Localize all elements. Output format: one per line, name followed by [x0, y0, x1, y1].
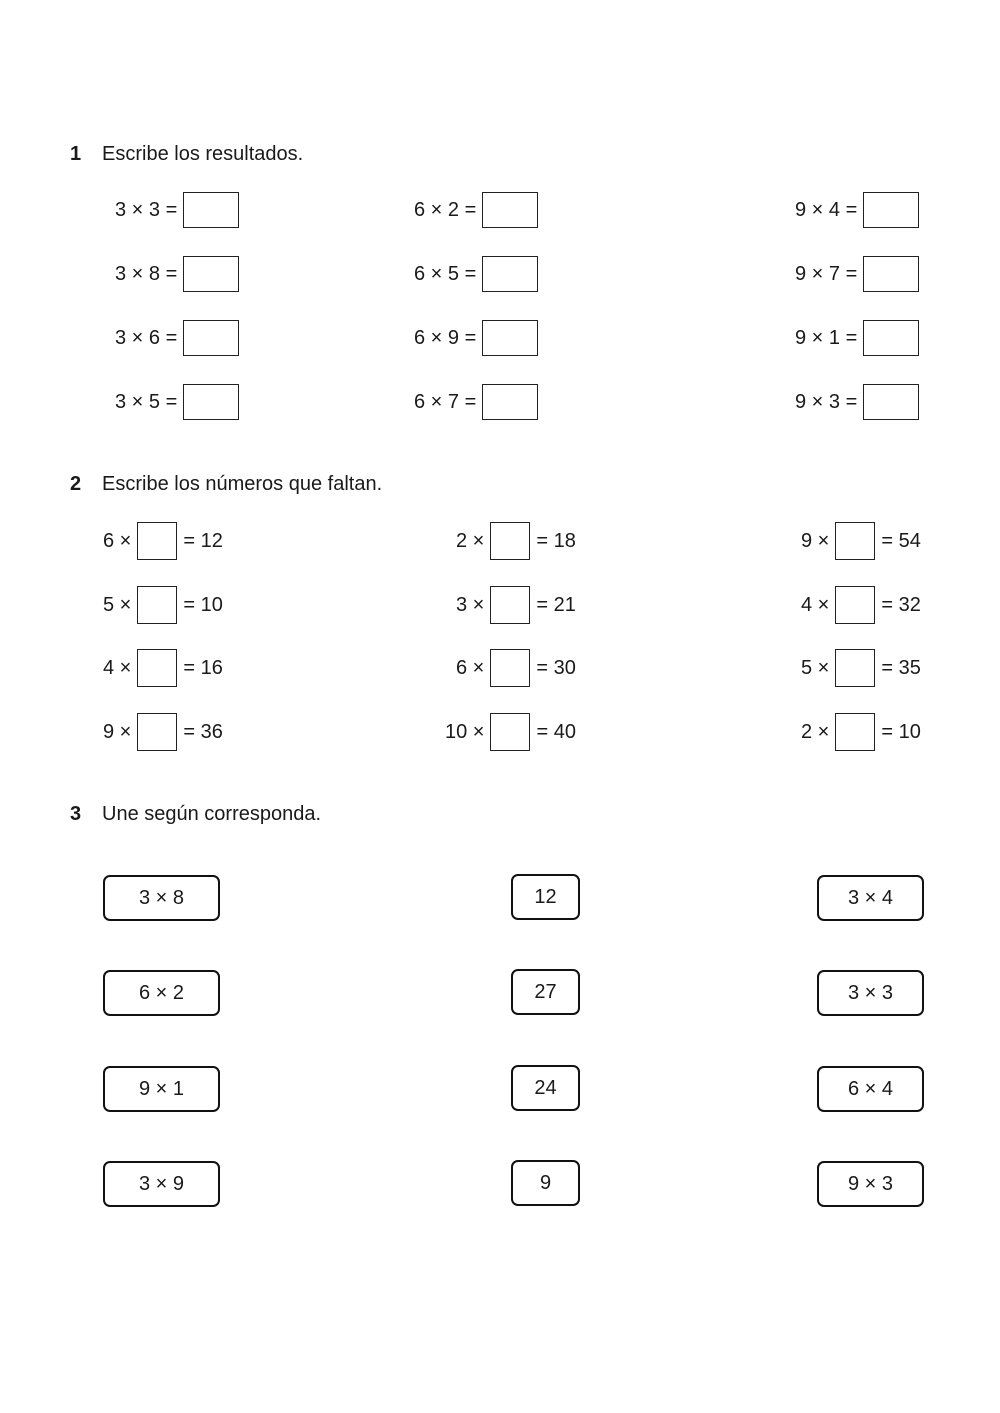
exercise-3-heading [70, 802, 321, 826]
ex2-factor: 2 × [801, 720, 830, 743]
ex1-item [414, 318, 538, 358]
ex2-result: = 10 [183, 593, 223, 616]
answer-box[interactable] [863, 384, 919, 420]
missing-number-box[interactable] [835, 586, 875, 624]
exercise-1-number: 1 [70, 143, 82, 165]
ex2-factor: 5 × [103, 593, 132, 616]
ex1-item [795, 382, 919, 422]
exercise-3-number: 3 [70, 803, 82, 825]
ex2-factor: 5 × [801, 656, 830, 679]
ex2-item [445, 712, 576, 752]
ex2-factor: 10 × [445, 720, 485, 743]
match-right-card[interactable]: 3 × 4 [817, 875, 924, 921]
missing-number-box[interactable] [490, 586, 530, 624]
ex2-factor: 2 × [456, 529, 485, 552]
ex1-expression: 3 × 3 = [115, 198, 178, 221]
ex2-result: = 30 [536, 656, 576, 679]
missing-number-box[interactable] [137, 586, 177, 624]
missing-number-box[interactable] [137, 522, 177, 560]
ex2-result: = 10 [881, 720, 921, 743]
ex2-factor: 3 × [456, 593, 485, 616]
answer-box[interactable] [482, 192, 538, 228]
match-right-card[interactable]: 3 × 3 [817, 970, 924, 1016]
ex2-item [456, 648, 576, 688]
ex2-result: = 54 [881, 529, 921, 552]
ex1-item [414, 382, 538, 422]
missing-number-box[interactable] [490, 713, 530, 751]
ex1-item [115, 190, 239, 230]
match-left-card[interactable]: 3 × 9 [103, 1161, 220, 1207]
ex2-result: = 21 [536, 593, 576, 616]
match-result-card[interactable]: 24 [511, 1065, 580, 1111]
ex2-item [801, 521, 921, 561]
ex1-expression: 9 × 3 = [795, 390, 858, 413]
match-result-card[interactable]: 9 [511, 1160, 580, 1206]
ex2-factor: 6 × [456, 656, 485, 679]
ex2-item [103, 712, 223, 752]
ex2-factor: 9 × [801, 529, 830, 552]
answer-box[interactable] [482, 384, 538, 420]
ex1-expression: 9 × 7 = [795, 262, 858, 285]
answer-box[interactable] [482, 320, 538, 356]
match-right-card[interactable]: 9 × 3 [817, 1161, 924, 1207]
ex1-item [795, 254, 919, 294]
ex2-result: = 40 [536, 720, 576, 743]
exercise-2-number: 2 [70, 473, 82, 495]
answer-box[interactable] [863, 192, 919, 228]
ex2-item [801, 585, 921, 625]
match-right-card[interactable]: 6 × 4 [817, 1066, 924, 1112]
answer-box[interactable] [183, 256, 239, 292]
ex1-item [414, 190, 538, 230]
ex2-factor: 6 × [103, 529, 132, 552]
exercise-2-heading [70, 472, 382, 496]
match-result-card[interactable]: 27 [511, 969, 580, 1015]
ex1-expression: 6 × 7 = [414, 390, 477, 413]
match-left-card[interactable]: 6 × 2 [103, 970, 220, 1016]
missing-number-box[interactable] [490, 522, 530, 560]
exercise-1-title: Escribe los resultados. [102, 143, 304, 165]
ex1-expression: 9 × 1 = [795, 326, 858, 349]
answer-box[interactable] [183, 384, 239, 420]
answer-box[interactable] [482, 256, 538, 292]
ex2-result: = 12 [183, 529, 223, 552]
missing-number-box[interactable] [137, 713, 177, 751]
answer-box[interactable] [863, 256, 919, 292]
match-result-card[interactable]: 12 [511, 874, 580, 920]
ex2-item [456, 521, 576, 561]
ex2-factor: 4 × [801, 593, 830, 616]
answer-box[interactable] [183, 320, 239, 356]
match-left-card[interactable]: 9 × 1 [103, 1066, 220, 1112]
ex1-item [115, 382, 239, 422]
ex1-item [115, 254, 239, 294]
ex2-item [456, 585, 576, 625]
exercise-2-title: Escribe los números que faltan. [102, 473, 383, 495]
ex1-item [414, 254, 538, 294]
ex2-item [103, 648, 223, 688]
missing-number-box[interactable] [137, 649, 177, 687]
ex1-expression: 6 × 9 = [414, 326, 477, 349]
ex1-expression: 3 × 6 = [115, 326, 178, 349]
answer-box[interactable] [863, 320, 919, 356]
ex1-expression: 6 × 2 = [414, 198, 477, 221]
missing-number-box[interactable] [835, 649, 875, 687]
ex2-item [801, 648, 921, 688]
ex2-item [103, 521, 223, 561]
ex2-factor: 9 × [103, 720, 132, 743]
ex1-expression: 3 × 5 = [115, 390, 178, 413]
ex2-item [103, 585, 223, 625]
ex2-result: = 16 [183, 656, 223, 679]
match-left-card[interactable]: 3 × 8 [103, 875, 220, 921]
ex1-expression: 9 × 4 = [795, 198, 858, 221]
ex2-item [801, 712, 921, 752]
answer-box[interactable] [183, 192, 239, 228]
ex2-result: = 36 [183, 720, 223, 743]
missing-number-box[interactable] [835, 713, 875, 751]
ex2-result: = 32 [881, 593, 921, 616]
ex2-result: = 18 [536, 529, 576, 552]
exercise-3-title: Une según corresponda. [102, 803, 322, 825]
missing-number-box[interactable] [835, 522, 875, 560]
ex1-item [795, 318, 919, 358]
ex1-item [115, 318, 239, 358]
ex1-expression: 6 × 5 = [414, 262, 477, 285]
ex1-expression: 3 × 8 = [115, 262, 178, 285]
ex2-result: = 35 [881, 656, 921, 679]
ex1-item [795, 190, 919, 230]
missing-number-box[interactable] [490, 649, 530, 687]
ex2-factor: 4 × [103, 656, 132, 679]
exercise-1-heading [70, 142, 303, 166]
